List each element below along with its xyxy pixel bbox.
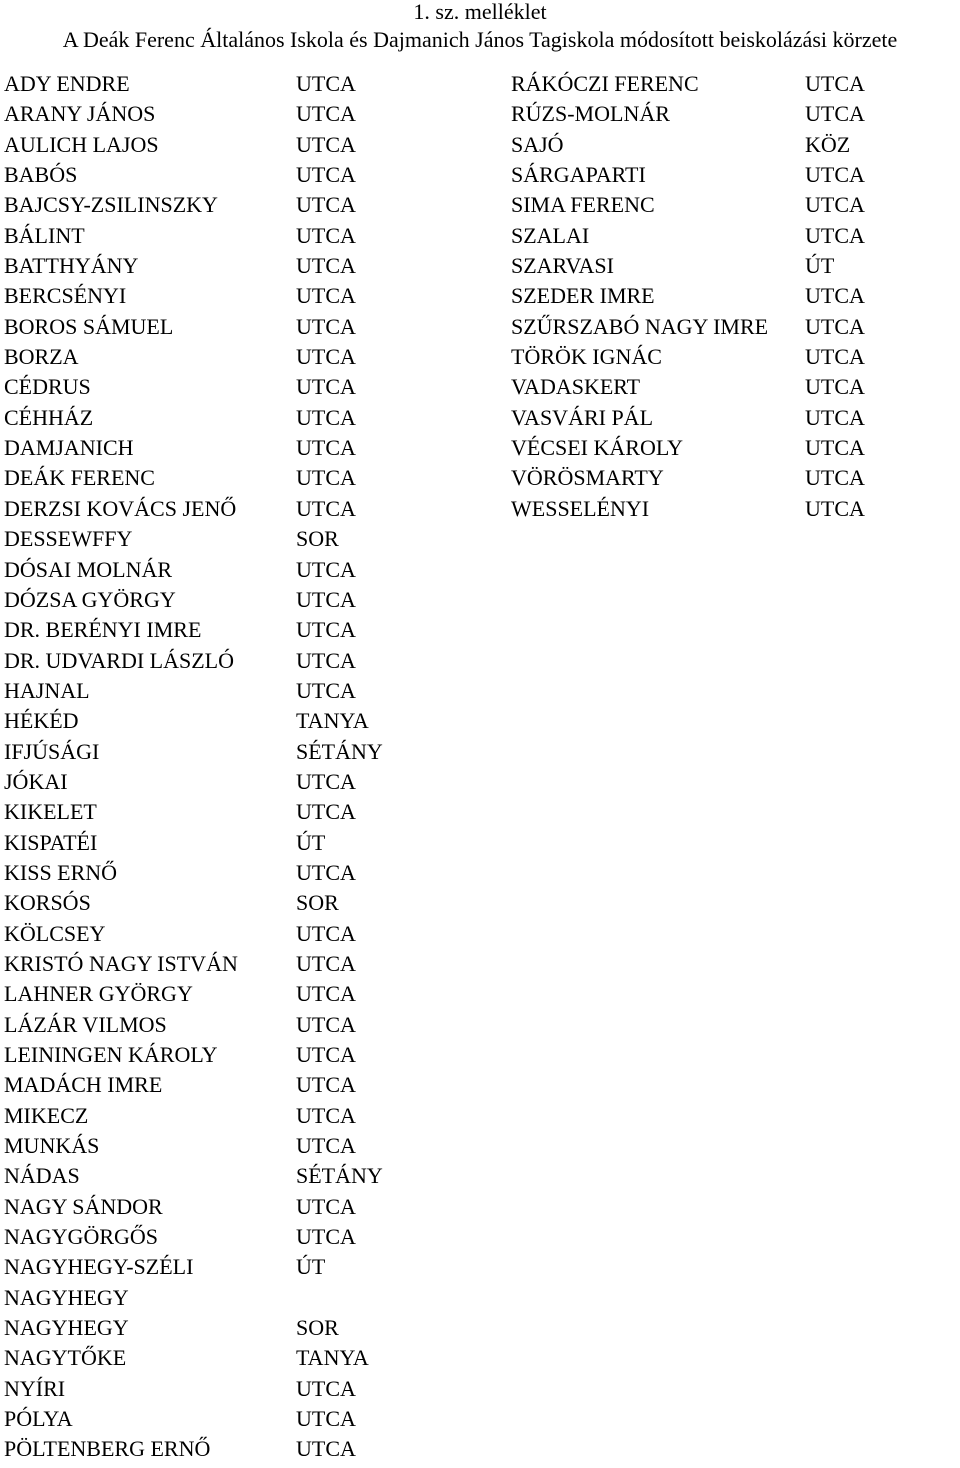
street-type: ÚT (805, 253, 835, 279)
street-type: SOR (296, 526, 339, 552)
street-name: TÖRÖK IGNÁC (511, 344, 662, 370)
street-type: UTCA (296, 920, 356, 946)
street-type: UTCA (296, 374, 356, 400)
street-type: SÉTÁNY (296, 738, 383, 764)
street-name: MADÁCH IMRE (4, 1072, 163, 1098)
street-name: SZALAI (511, 222, 590, 248)
street-name: DESSEWFFY (4, 526, 133, 552)
street-name: IFJÚSÁGI (4, 738, 100, 764)
street-name: LÁZÁR VILMOS (4, 1011, 167, 1037)
street-type: UTCA (805, 162, 865, 188)
street-type: UTCA (805, 71, 865, 96)
street-type: UTCA (296, 1193, 356, 1219)
street-type: SÉTÁNY (296, 1163, 383, 1189)
street-type: UTCA (805, 495, 865, 521)
street-type: UTCA (805, 435, 865, 461)
street-name: CÉHHÁZ (4, 404, 94, 430)
street-name: BERCSÉNYI (4, 283, 127, 309)
street-type: UTCA (296, 344, 356, 370)
street-name: NAGYTŐKE (4, 1345, 127, 1371)
street-name: SZARVASI (511, 253, 614, 279)
street-name: CÉDRUS (4, 374, 91, 400)
street-type: UTCA (296, 1102, 356, 1128)
street-type: UTCA (296, 283, 356, 309)
street-name: LEININGEN KÁROLY (4, 1042, 218, 1067)
street-name: NAGYHEGY (4, 1315, 129, 1341)
street-name: SÁRGAPARTI (511, 162, 646, 188)
street-type: UTCA (805, 465, 865, 491)
street-name: VASVÁRI PÁL (511, 404, 654, 430)
street-name: RÚZS-MOLNÁR (511, 101, 670, 127)
street-type: SOR (296, 890, 339, 916)
street-name: SZŰRSZABÓ NAGY IMRE (511, 313, 769, 339)
street-name: SIMA FERENC (511, 192, 655, 218)
street-type: UTCA (296, 404, 356, 430)
street-name: NAGYHEGY (4, 1284, 129, 1310)
street-name: AULICH LAJOS (4, 131, 159, 157)
street-name: BÁLINT (4, 222, 85, 248)
street-type: UTCA (296, 253, 356, 279)
street-name: KISS ERNŐ (4, 859, 118, 885)
street-name: DÓSAI MOLNÁR (4, 556, 173, 582)
street-name: VADASKERT (511, 374, 641, 400)
street-name: BABÓS (4, 162, 78, 188)
street-type: SOR (296, 1315, 339, 1341)
street-name: ARANY JÁNOS (4, 101, 156, 127)
street-type: ÚT (296, 829, 326, 855)
street-name: MIKECZ (4, 1102, 89, 1128)
street-name: NYÍRI (4, 1375, 66, 1401)
street-name: PÓLYA (4, 1406, 73, 1432)
street-type: UTCA (296, 495, 356, 521)
street-type: UTCA (296, 768, 356, 794)
street-type: UTCA (805, 283, 865, 309)
street-type: UTCA (296, 1072, 356, 1098)
street-type: UTCA (296, 162, 356, 188)
street-name: DÓZSA GYÖRGY (4, 586, 176, 612)
street-type: UTCA (296, 1406, 356, 1432)
street-type: UTCA (296, 677, 356, 703)
street-name: NAGYGÖRGŐS (4, 1224, 159, 1250)
street-type: UTCA (296, 1375, 356, 1401)
street-type: UTCA (296, 1042, 356, 1067)
street-type: ÚT (296, 1254, 326, 1280)
street-name: SAJÓ (511, 131, 564, 157)
street-name: DR. BERÉNYI IMRE (4, 617, 202, 643)
street-name: HAJNAL (4, 677, 90, 703)
street-name: HÉKÉD (4, 708, 79, 734)
street-name: RÁKÓCZI FERENC (511, 71, 699, 96)
street-name: NÁDAS (4, 1163, 80, 1189)
street-name: KORSÓS (4, 890, 91, 916)
street-type: UTCA (296, 556, 356, 582)
street-type: UTCA (296, 1011, 356, 1037)
street-name: LAHNER GYÖRGY (4, 981, 193, 1007)
street-name: BOROS SÁMUEL (4, 313, 174, 339)
street-type: UTCA (296, 131, 356, 157)
street-name: NAGYHEGY-SZÉLI (4, 1254, 194, 1280)
street-name: DR. UDVARDI LÁSZLÓ (4, 647, 234, 673)
street-name: MUNKÁS (4, 1133, 100, 1159)
street-type: UTCA (296, 799, 356, 825)
street-type: UTCA (296, 617, 356, 643)
street-name: DEÁK FERENC (4, 465, 155, 491)
street-name: DERZSI KOVÁCS JENŐ (4, 495, 237, 521)
street-name: NAGY SÁNDOR (4, 1193, 163, 1219)
street-type: UTCA (296, 222, 356, 248)
annex-label: 1. sz. melléklet (413, 0, 547, 24)
street-name: WESSELÉNYI (511, 495, 650, 521)
document-title: A Deák Ferenc Általános Iskola és Dajmanich János Tagiskola módosított beiskolázási körzete (62, 27, 898, 52)
street-type: UTCA (296, 435, 356, 461)
street-name: BATTHYÁNY (4, 253, 139, 279)
street-type: UTCA (805, 101, 865, 127)
street-name: KISPATÉI (4, 829, 98, 855)
street-type: UTCA (296, 101, 356, 127)
street-type: UTCA (296, 1224, 356, 1250)
street-name: BAJCSY-ZSILINSZKY (4, 192, 218, 218)
street-type: UTCA (296, 465, 356, 491)
street-type: UTCA (805, 404, 865, 430)
street-type: UTCA (296, 950, 356, 976)
street-type: TANYA (296, 708, 369, 734)
street-type: UTCA (296, 71, 356, 96)
street-type: UTCA (296, 1133, 356, 1159)
street-name: SZEDER IMRE (511, 283, 655, 309)
street-name: DAMJANICH (4, 435, 134, 461)
street-type: UTCA (805, 313, 865, 339)
street-name: VÖRÖSMARTY (511, 465, 664, 491)
street-name: PÖLTENBERG ERNŐ (4, 1436, 211, 1462)
street-name: BORZA (4, 344, 79, 370)
street-name: VÉCSEI KÁROLY (511, 435, 683, 461)
street-type: UTCA (296, 1436, 356, 1462)
street-name: JÓKAI (4, 768, 68, 794)
street-type: UTCA (296, 647, 356, 673)
street-type: UTCA (296, 859, 356, 885)
street-name: KIKELET (4, 799, 97, 825)
street-type: UTCA (296, 192, 356, 218)
street-type: UTCA (805, 344, 865, 370)
street-type: UTCA (805, 374, 865, 400)
street-name: KÖLCSEY (4, 920, 106, 946)
street-name: ADY ENDRE (4, 71, 130, 96)
street-type: UTCA (296, 981, 356, 1007)
street-type: UTCA (805, 222, 865, 248)
street-type: UTCA (296, 586, 356, 612)
street-type: KÖZ (805, 131, 851, 157)
street-type: UTCA (805, 192, 865, 218)
street-type: TANYA (296, 1345, 369, 1371)
street-type: UTCA (296, 313, 356, 339)
street-name: KRISTÓ NAGY ISTVÁN (4, 950, 238, 976)
